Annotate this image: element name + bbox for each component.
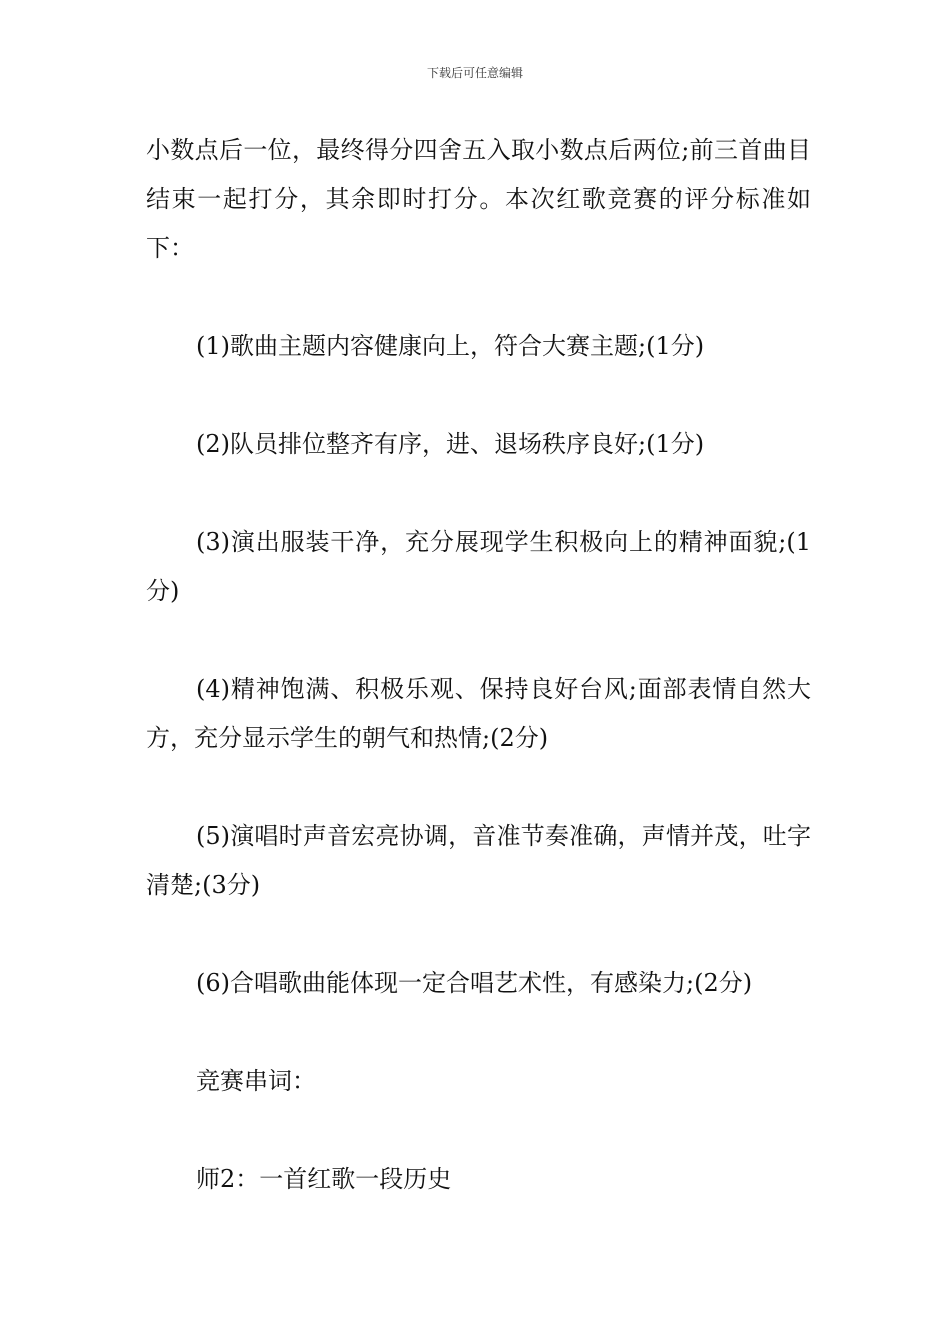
paragraph-criterion-3: (3)演出服装干净，充分展现学生积极向上的精神面貌;(1分) [146,528,811,605]
paragraph-script-heading: 竞赛串词： [196,1067,316,1095]
paragraph-criterion-5: (5)演唱时声音宏亮协调，音准节奏准确，声情并茂，吐字清楚;(3分) [146,822,811,899]
paragraph-scoring-intro: 小数点后一位，最终得分四舍五入取小数点后两位;前三首曲目结束一起打分，其余即时打分。本次红歌竞赛的评分标准如下： [146,136,811,262]
paragraph-criterion-1: (1)歌曲主题内容健康向上，符合大赛主题;(1分) [196,332,705,360]
paragraph-criterion-2: (2)队员排位整齐有序，进、退场秩序良好;(1分) [196,430,705,458]
paragraph-criterion-6: (6)合唱歌曲能体现一定合唱艺术性，有感染力;(2分) [196,969,753,997]
document-body [146,126,811,1204]
paragraph-script-line: 师2：一首红歌一段历史 [196,1165,452,1193]
paragraph-criterion-4: (4)精神饱满、积极乐观、保持良好台风;面部表情自然大方，充分显示学生的朝气和热情;(2分) [146,675,811,752]
page-header: 下载后可任意编辑 [426,66,523,80]
